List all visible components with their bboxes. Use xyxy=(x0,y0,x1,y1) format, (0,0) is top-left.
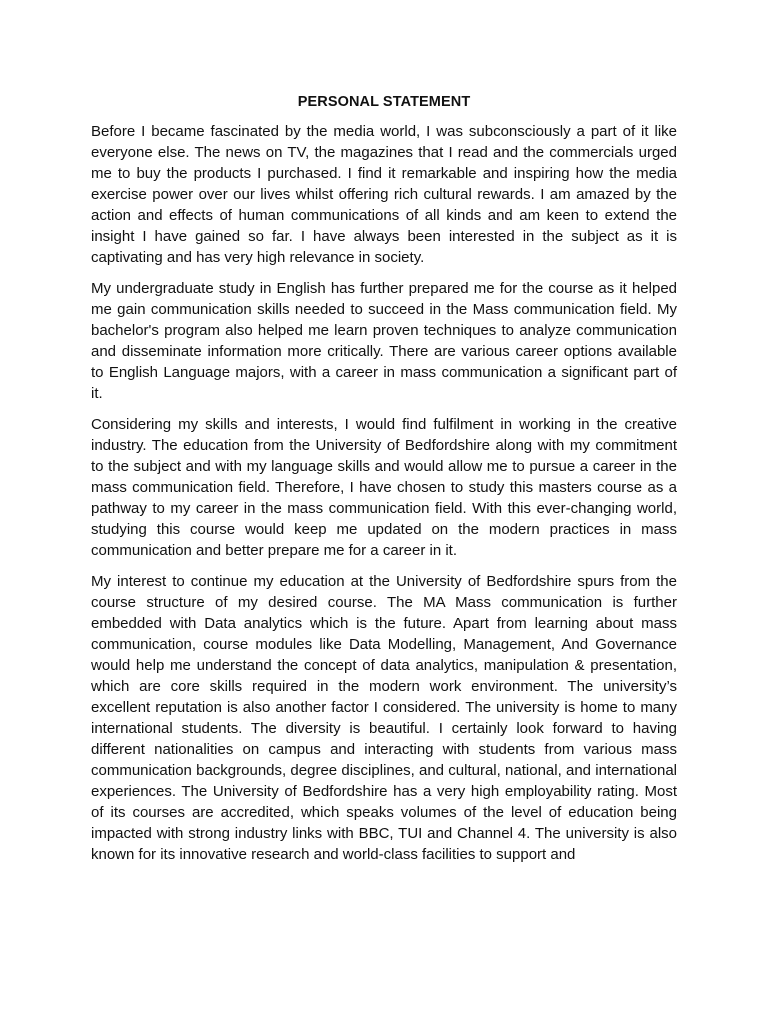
document-body xyxy=(91,92,677,875)
paragraph-4: My interest to continue my education at the University of Bedfordshire spurs from the course structure of my desired course. The MA Mass communication is further embedded with Data analytics which is the future. Apart from learning about mass communication, course modules like Data Modelling, Management, And Governance would help me understand the concept of data analytics, manipulation & presentation, which are core skills required in the modern work environment. The university’s excellent reputation is also another factor I considered. The university is home to many international students. The diversity is beautiful. I certainly look forward to having different nationalities on campus and interacting with students from various mass communication backgrounds, degree disciplines, and cultural, national, and international experiences. The University of Bedfordshire has a very high employability rating. Most of its courses are accredited, which speaks volumes of the level of education being impacted with strong industry links with BBC, TUI and Channel 4. The university is also known for its innovative research and world-class facilities to support and xyxy=(91,573,677,863)
document-title: PERSONAL STATEMENT xyxy=(297,94,471,110)
paragraph-1: Before I became fascinated by the media world, I was subconsciously a part of it like everyone else. The news on TV, the magazines that I read and the commercials urged me to buy the products I purchased. I find it remarkable and inspiring how the media exercise power over our lives whilst offering rich cultural rewards. I am amazed by the action and effects of human communications of all kinds and am keen to extend the insight I have gained so far. I have always been interested in the subject as it is captivating and has very high relevance in society. xyxy=(91,123,677,266)
paragraph-2: My undergraduate study in English has further prepared me for the course as it helped me gain communication skills needed to succeed in the Mass communication field. My bachelor's program also helped me learn proven techniques to analyze communication and disseminate information more critically. There are various career options available to English Language majors, with a career in mass communication a significant part of it. xyxy=(91,280,677,402)
paragraph-3: Considering my skills and interests, I would find fulfilment in working in the creative industry. The education from the University of Bedfordshire along with my commitment to the subject and with my language skills and would allow me to pursue a career in the mass communication field. Therefore, I have chosen to study this masters course as a pathway to my career in the mass communication field. With this ever-changing world, studying this course would keep me updated on the modern practices in mass communication and better prepare me for a career in it. xyxy=(91,416,677,559)
